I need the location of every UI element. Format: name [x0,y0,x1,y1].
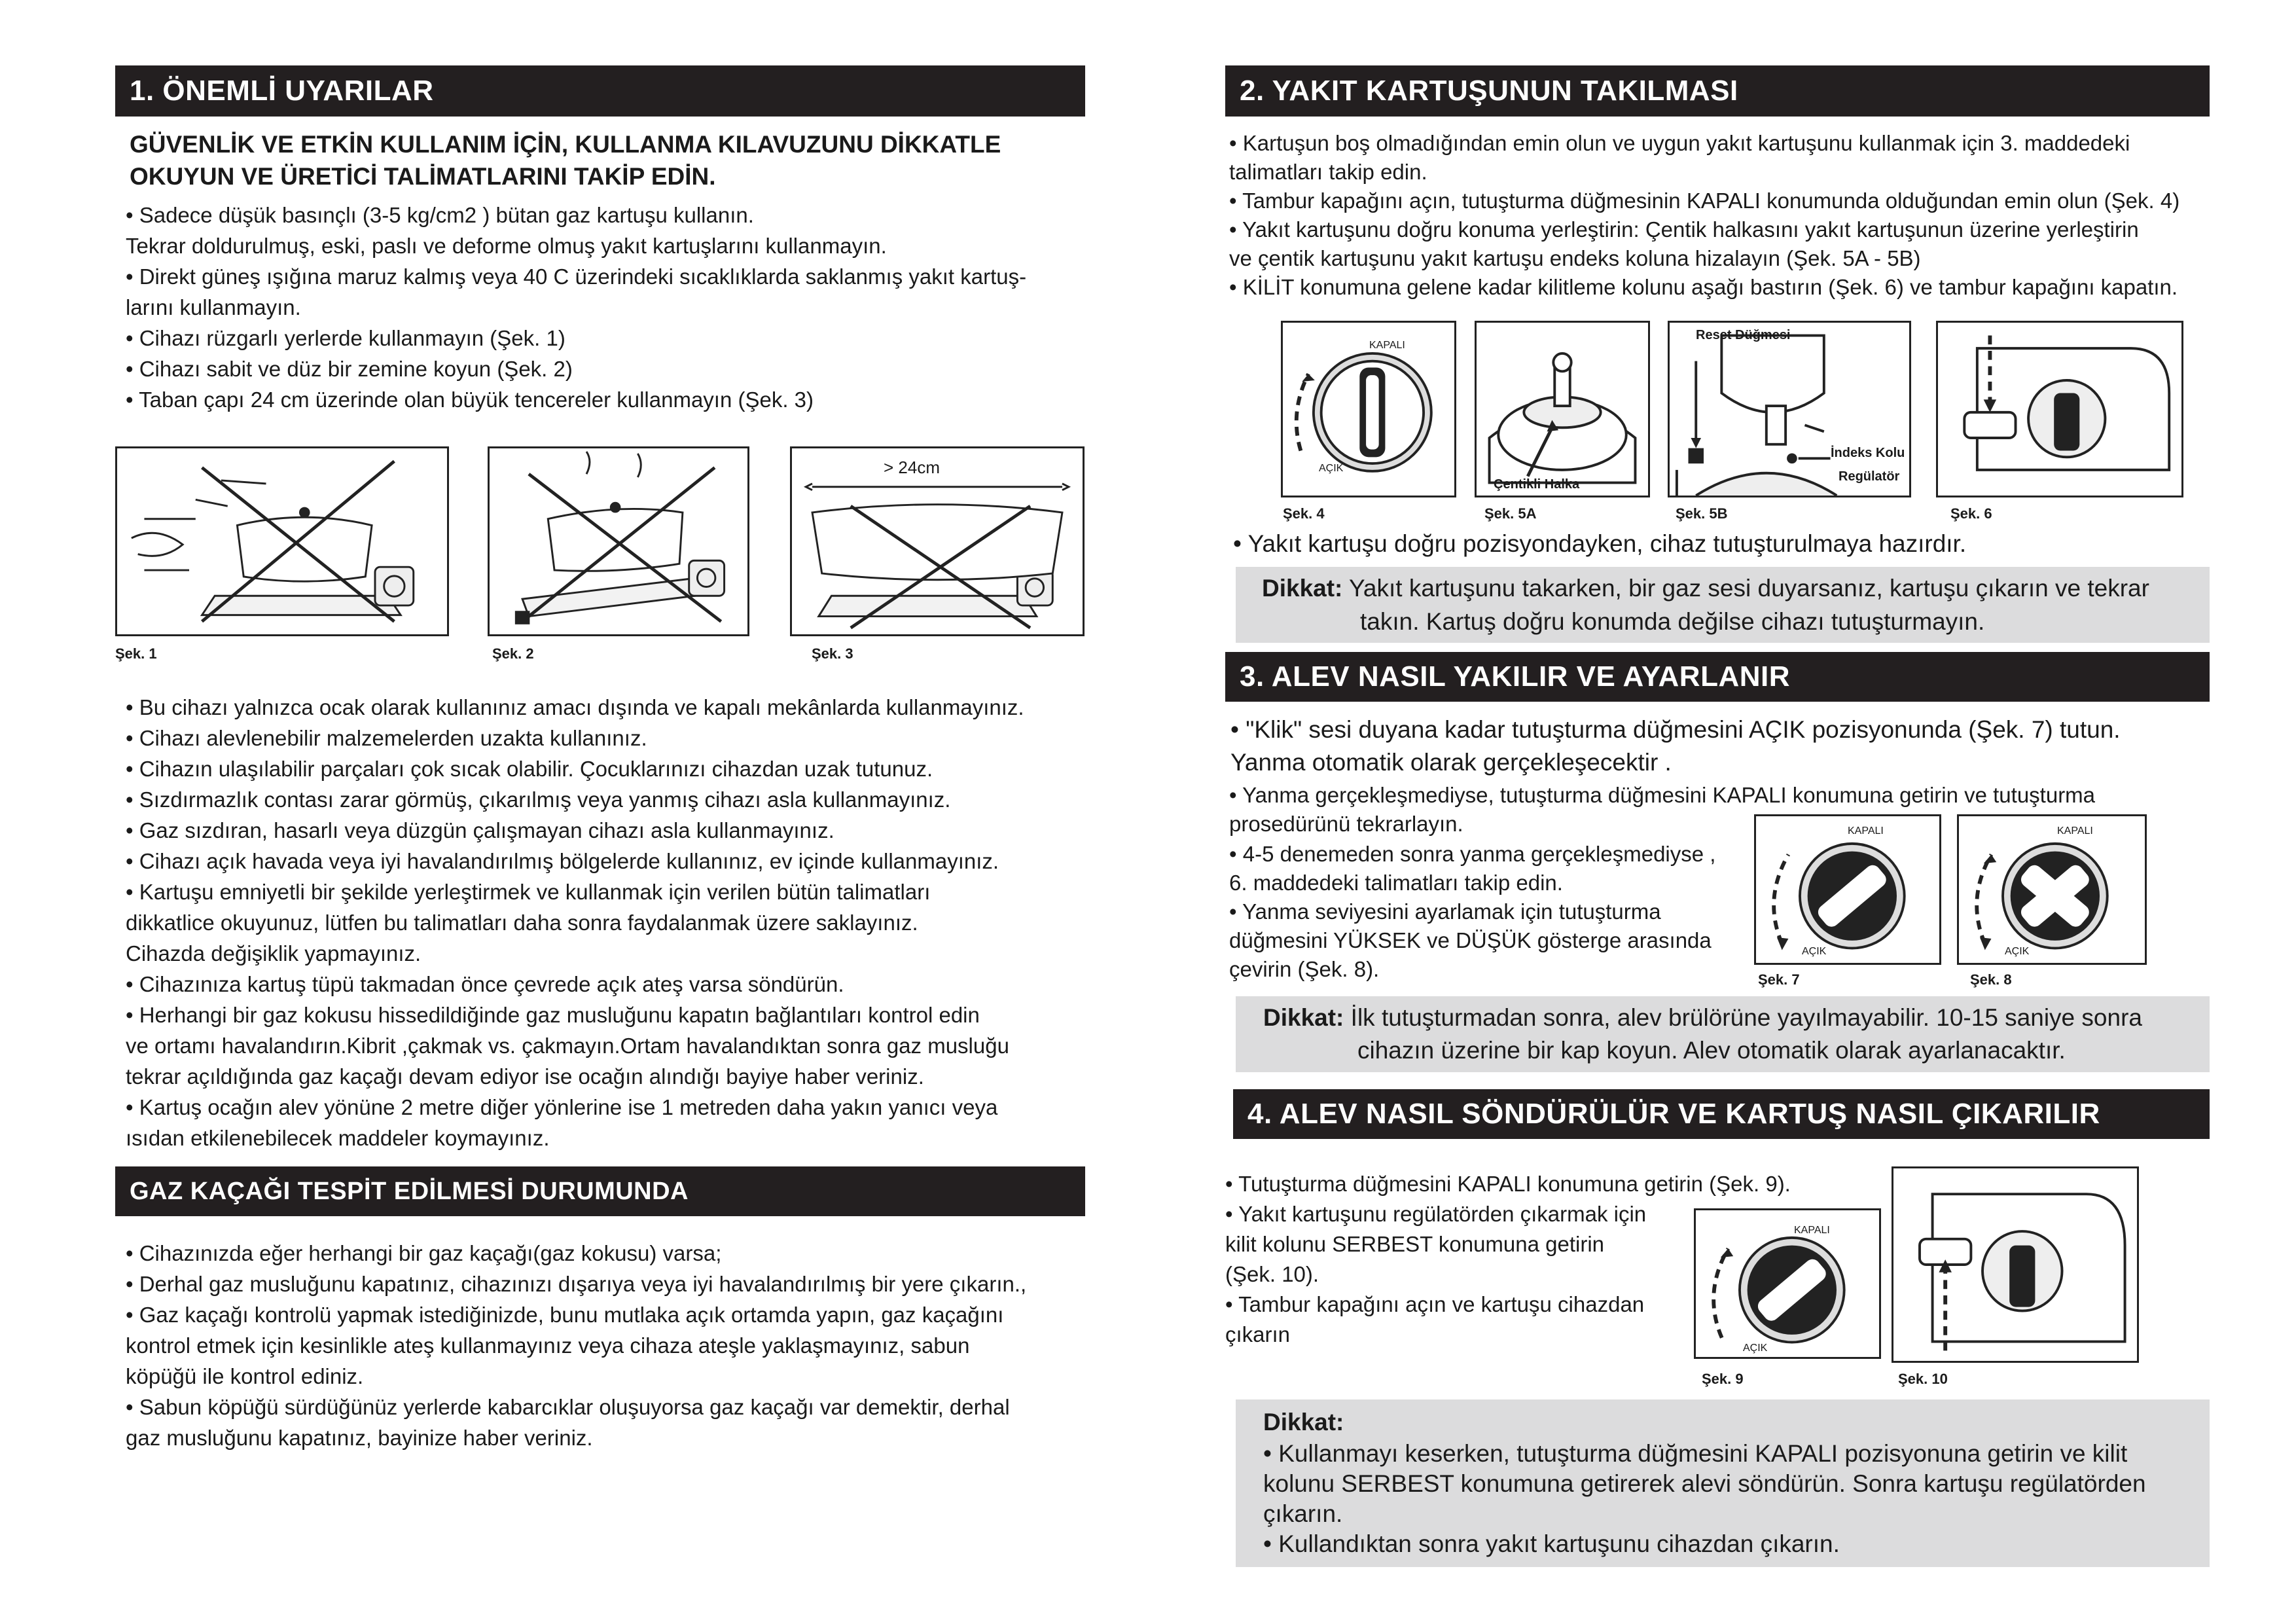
intro-line-2: OKUYUN VE ÜRETİCİ TALİMATLARINI TAKİP EDİN. [130,163,716,190]
section2-title-bar [1225,65,2210,117]
list-item: • Cihazın ulaşılabilir parçaları çok sıcak olabilir. Çocuklarınızı cihazdan uzak tutunuz. [126,757,933,781]
fig4-acik-label: AÇIK [1319,463,1344,474]
fig-caption-3: Şek. 3 [812,645,853,662]
list-item: kilit kolunu SERBEST konumuna getirin [1225,1232,1605,1256]
stove-wind-illustration [117,448,447,634]
section2-title: 2. YAKIT KARTUŞUNUN TAKILMASI [1240,75,1738,107]
fig-caption-1: Şek. 1 [115,645,157,662]
fig3-dimension-label: > 24cm [884,458,940,477]
list-item: • Herhangi bir gaz kokusu hissedildiğinde gaz musluğunu kapatın bağlantıları kontrol edin [126,1003,980,1027]
knob-off-illustration [1696,1210,1879,1357]
fig-caption-9: Şek. 9 [1702,1371,1744,1387]
list-item: düğmesini YÜKSEK ve DÜŞÜK gösterge arasında [1229,928,1712,952]
list-item: • Tambur kapağını açın, tutuşturma düğmesinin KAPALI konumunda olduğundan emin olun (Şek. 4) [1229,189,2180,213]
list-item: • Sadece düşük basınçlı (3-5 kg/cm2 ) bütan gaz kartuşu kullanın. [126,203,754,227]
section4-title: 4. ALEV NASIL SÖNDÜRÜLÜR VE KARTUŞ NASIL ÇIKARILIR [1247,1098,2100,1130]
fig7-acik-label: AÇIK [1802,946,1827,957]
list-item: • Cihazı rüzgarlı yerlerde kullanmayın (Şek. 1) [126,326,565,350]
list-item: Cihazda değişiklik yapmayınız. [126,941,422,965]
list-item: • Taban çapı 24 cm üzerinde olan büyük tencereler kullanmayın (Şek. 3) [126,388,814,412]
list-item: • 4-5 denemeden sonra yanma gerçekleşmediyse , [1229,842,1716,866]
caution-label: Dikkat: [1262,575,1343,602]
section3-caution-line-2: cihazın üzerine bir kap koyun. Alev otomatik olarak ayarlanacaktır. [1357,1037,2066,1064]
fig4-kapali-label: KAPALI [1369,340,1405,351]
list-item: talimatları takip edin. [1229,160,1427,184]
fig9-acik-label: AÇIK [1743,1343,1768,1354]
list-item: kolunu SERBEST konumuna getirerek alevi söndürün. Sonra kartuşu regülatörden [1263,1470,2146,1497]
list-item: • Yakıt kartuşunu regülatörden çıkarmak için [1225,1202,1647,1226]
figure-8-knob-adjust [1957,814,2147,965]
list-item: • Gaz sızdıran, hasarlı veya düzgün çalışmayan cihazı asla kullanmayınız. [126,818,834,842]
caution-label: Dikkat: [1263,1004,1344,1031]
list-item: • KİLİT konumuna gelene kadar kilitleme kolunu aşağı bastırın (Şek. 6) ve tambur kapağını kapatın. [1229,275,2178,299]
list-item: gaz musluğunu kapatınız, bayinize haber veriniz. [126,1426,593,1450]
fig-caption-6: Şek. 6 [1950,505,1992,522]
list-item: • Tutuşturma düğmesini KAPALI konumuna getirin (Şek. 9). [1225,1172,1791,1196]
list-item: • Sabun köpüğü sürdüğünüz yerlerde kabarcıklar oluşuyorsa gaz kaçağı var demektir, derhal [126,1395,1010,1419]
notched-ring-illustration [1477,323,1648,496]
list-item: • Kullanmayı keserken, tutuşturma düğmesini KAPALI pozisyonuna getirin ve kilit [1263,1440,2128,1467]
list-item: • Cihazınıza kartuş tüpü takmadan önce çevrede açık ateş varsa söndürün. [126,972,844,996]
knob-adjust-illustration [1959,816,2145,963]
fig5b-reset-label: Reset Düğmesi [1696,328,1791,342]
list-item: tekrar açıldığında gaz kaçağı devam ediyor ise ocağın alındığı bayiye haber veriniz. [126,1064,924,1089]
list-item: ve ortamı havalandırın.Kibrit ,çakmak vs. çakmayın.Ortam havalandıktan sonra gaz musluğu [126,1034,1009,1058]
list-item: Tekrar doldurulmuş, eski, paslı ve deforme olmuş yakıt kartuşlarını kullanmayın. [126,234,887,258]
list-item: • Yanma seviyesini ayarlamak için tutuşturma [1229,899,1661,924]
release-lever-illustration [1893,1168,2137,1361]
list-item: • Sızdırmazlık contası zarar görmüş, çıkarılmış veya yanmış cihazı asla kullanmayınız. [126,787,951,812]
list-item: dikkatlice okuyunuz, lütfen bu talimatları daha sonra faydalanmak üzere saklayınız. [126,911,918,935]
figure-6-lock-lever [1936,321,2183,497]
list-item: çevirin (Şek. 8). [1229,957,1380,981]
section4-title-bar [1233,1089,2210,1139]
figure-7-knob-open [1754,814,1941,965]
figure-2-uneven-surface [488,446,749,636]
section2-caution-line-1 [1262,572,2149,604]
fig7-kapali-label: KAPALI [1848,825,1884,837]
fig-caption-7: Şek. 7 [1758,971,1800,988]
section3-title-bar [1225,652,2210,702]
list-item: • Direkt güneş ışığına maruz kalmış veya 40 C üzerindeki sıcaklıklarda saklanmış yakıt kartuş- [126,264,1027,289]
fig-caption-2: Şek. 2 [492,645,534,662]
section3-title: 3. ALEV NASIL YAKILIR VE AYARLANIR [1240,660,1790,693]
ready-note: • Yakıt kartuşu doğru pozisyondayken, cihaz tutuşturulmaya hazırdır. [1233,530,1967,557]
section2-caution-line-2: takın. Kartuş doğru konumda değilse cihazı tutuşturmayın. [1360,608,1985,635]
gas-leak-title: GAZ KAÇAĞI TESPİT EDİLMESİ DURUMUNDA [130,1177,689,1205]
list-item: kontrol etmek için kesinlikle ateş kullanmayınız veya cihaza ateşle yaklaşmayınız, sabun [126,1333,970,1358]
list-item: • Yakıt kartuşunu doğru konuma yerleştirin: Çentik halkasını yakıt kartuşunun üzerine yerleştirin [1229,217,2139,242]
figure-9-knob-off [1694,1208,1881,1359]
fig8-acik-label: AÇIK [2005,946,2030,957]
list-item: • Derhal gaz musluğunu kapatınız, cihazınızı dışarıya veya iyi havalandırılmış bir yere çıkarın., [126,1272,1027,1296]
fig9-kapali-label: KAPALI [1794,1225,1830,1236]
stove-tilted-illustration [490,448,747,634]
list-item: • Bu cihazı yalnızca ocak olarak kullanınız amacı dışında ve kapalı mekânlarda kullanmayınız. [126,695,1024,719]
figure-3-large-pot [790,446,1085,636]
caution-text: İlk tutuşturmadan sonra, alev brülörüne yayılmayabilir. 10-15 saniye sonra [1344,1004,2142,1031]
list-item: • Cihazı açık havada veya iyi havalandırılmış bölgelerde kullanınız, ev içinde kullanmayınız. [126,849,999,873]
list-item: çıkarın [1225,1322,1291,1346]
list-item: Yanma otomatik olarak gerçekleşecektir . [1230,749,1672,776]
figure-5a-notched-ring [1475,321,1650,497]
fig5a-label: Çentikli Halka [1494,477,1580,492]
list-item: • Gaz kaçağı kontrolü yapmak istediğinizde, bunu mutlaka açık ortamda yapın, gaz kaçağını [126,1303,1004,1327]
intro-line-1: GÜVENLİK VE ETKİN KULLANIM İÇİN, KULLANMA KILAVUZUNU DİKKATLE [130,131,1001,158]
list-item: ısıdan etkilenebilecek maddeler koymayınız. [126,1126,550,1150]
list-item: • Cihazı sabit ve düz bir zemine koyun (Şek. 2) [126,357,573,381]
list-item: • Kartuşu emniyetli bir şekilde yerleştirmek ve kullanmak için verilen bütün talimatları [126,880,931,904]
gas-leak-title-bar [115,1166,1085,1216]
figure-1-windy [115,446,449,636]
list-item: larını kullanmayın. [126,295,301,319]
section1-title-bar [115,65,1085,117]
section1-title: 1. ÖNEMLİ UYARILAR [130,75,434,107]
list-item: • "Klik" sesi duyana kadar tutuşturma düğmesini AÇIK pozisyonunda (Şek. 7) tutun. [1230,716,2121,743]
fig-caption-4: Şek. 4 [1283,505,1325,522]
knob-off-illustration [1283,323,1454,496]
list-item: • Tambur kapağını açın ve kartuşu cihazdan [1225,1292,1645,1316]
knob-open-illustration [1756,816,1939,963]
figure-5b-index-lever [1668,321,1911,497]
list-item: köpüğü ile kontrol ediniz. [126,1364,364,1388]
list-item: • Cihazı alevlenebilir malzemelerden uzakta kullanınız. [126,726,647,750]
fig5b-regulator-label: Regülatör [1839,469,1900,484]
lock-lever-illustration [1938,323,2181,496]
fig8-kapali-label: KAPALI [2057,825,2093,837]
fig-caption-10: Şek. 10 [1898,1371,1948,1387]
list-item: 6. maddedeki talimatları takip edin. [1229,871,1563,895]
list-item: prosedürünü tekrarlayın. [1229,812,1463,836]
fig-caption-8: Şek. 8 [1970,971,2012,988]
list-item: (Şek. 10). [1225,1262,1319,1286]
list-item: • Yanma gerçekleşmediyse, tutuşturma düğmesini KAPALI konumuna getirin ve tutuşturma [1229,783,2096,807]
figure-10-release-lever [1892,1166,2139,1363]
list-item: çıkarın. [1263,1500,1343,1527]
list-item: • Cihazınızda eğer herhangi bir gaz kaçağı(gaz kokusu) varsa; [126,1241,722,1265]
caution-text: Yakıt kartuşunu takarken, bir gaz sesi duyarsanız, kartuşu çıkarın ve tekrar [1342,575,2149,602]
fig-caption-5b: Şek. 5B [1676,505,1728,522]
list-item: • Kartuş ocağın alev yönüne 2 metre diğer yönlerine ise 1 metreden daha yakın yanıcı veya [126,1095,998,1119]
figure-4-knob-off [1281,321,1456,497]
list-item: ve çentik kartuşunu yakıt kartuşu endeks koluna hizalayın (Şek. 5A - 5B) [1229,246,1921,270]
section4-caution-label: Dikkat: [1263,1409,1344,1435]
fig-caption-5a: Şek. 5A [1484,505,1537,522]
section3-caution-line-1 [1263,1001,2142,1034]
fig5b-index-label: İndeks Kolu [1831,446,1905,460]
list-item: • Kartuşun boş olmadığından emin olun ve uygun yakıt kartuşunu kullanmak için 3. maddedeki [1229,131,2130,155]
list-item: • Kullandıktan sonra yakıt kartuşunu cihazdan çıkarın. [1263,1530,1840,1557]
